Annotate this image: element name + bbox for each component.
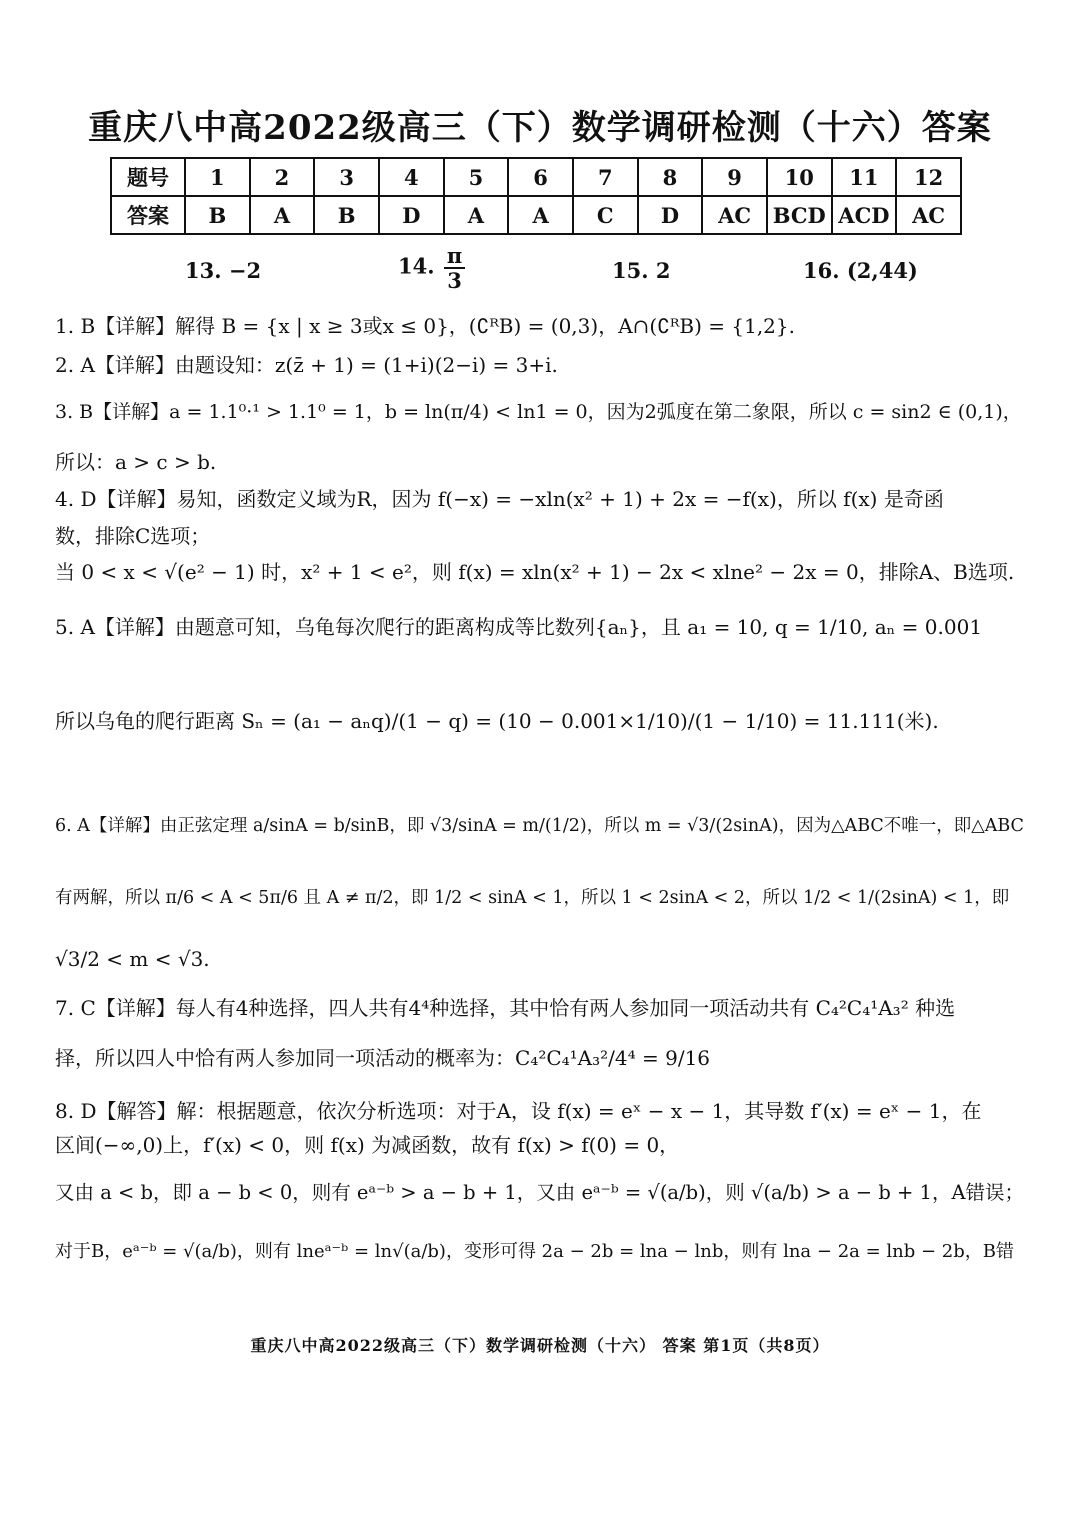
number-cell: 7: [573, 158, 638, 196]
solution-6-line-2: 有两解，所以 π/6 < A < 5π/6 且 A ≠ π/2，即 1/2 < sinA < 1，所以 1 < 2sinA < 2，所以 1/2 < 1/(2sinA) < 1，即: [55, 888, 1010, 908]
solution-3-line-2: 所以：a > c > b.: [55, 450, 217, 474]
solution-5-line-1: 5. A【详解】由题意可知，乌龟每次爬行的距离构成等比数列{aₙ}，且 a₁ = 10, q = 1/10, aₙ = 0.001: [55, 615, 983, 639]
number-cell: 3: [314, 158, 379, 196]
solution-2: 2. A【详解】由题设知：z(z̄ + 1) = (1+i)(2−i) = 3+i.: [55, 353, 558, 377]
fill-answer-16: 16. (2,44): [803, 258, 918, 283]
answer-cell: A: [444, 196, 509, 234]
number-cell: 2: [250, 158, 315, 196]
solution-8-line-4: 对于B，eᵃ⁻ᵇ = √(a/b)，则有 lneᵃ⁻ᵇ = ln√(a/b)，变形可得 2a − 2b = lna − lnb，则有 lna − 2a = lnb − 2b，B错: [55, 1241, 1014, 1262]
answer-cell: A: [250, 196, 315, 234]
fill-answer-13: 13. −2: [185, 258, 262, 283]
solution-7-line-1: 7. C【详解】每人有4种选择，四人共有4⁴种选择，其中恰有两人参加同一项活动共有 C₄²C₄¹A₃² 种选: [55, 996, 956, 1020]
answer-cell: ACD: [832, 196, 897, 234]
table-row-answers: [111, 196, 961, 234]
answer-cell: A: [508, 196, 573, 234]
fill-answer-15: 15. 2: [612, 258, 671, 283]
answer-table: [110, 157, 962, 235]
solution-4-line-2: 数，排除C选项；: [55, 524, 211, 548]
solution-1: 1. B【详解】解得 B = {x | x ≥ 3或x ≤ 0}，(∁ᴿB) = (0,3)，A∩(∁ᴿB) = {1,2}.: [55, 314, 795, 338]
solution-3-line-1: 3. B【详解】a = 1.1⁰·¹ > 1.1⁰ = 1，b = ln(π/4) < ln1 = 0，因为2弧度在第二象限，所以 c = sin2 ∈ (0,1)，: [55, 401, 1022, 423]
page-footer: 重庆八中高2022级高三（下）数学调研检测（十六） 答案 第1页（共8页）: [250, 1336, 830, 1355]
number-cell: 1: [185, 158, 250, 196]
answer-cell: AC: [896, 196, 961, 234]
number-cell: 9: [702, 158, 767, 196]
page-title: 重庆八中高2022级高三（下）数学调研检测（十六）答案: [88, 108, 992, 148]
solution-5-line-2: 所以乌龟的爬行距离 Sₙ = (a₁ − aₙq)/(1 − q) = (10 − 0.001×1/10)/(1 − 1/10) = 11.111(米).: [55, 709, 939, 733]
answer-cell: D: [638, 196, 703, 234]
fraction-numerator: π: [444, 244, 465, 269]
header-cell: 题号: [111, 158, 185, 196]
solution-8-line-1: 8. D【解答】解：根据题意，依次分析选项：对于A，设 f(x) = eˣ − x − 1，其导数 f′(x) = eˣ − 1，在: [55, 1099, 982, 1123]
number-cell: 6: [508, 158, 573, 196]
answer-cell: D: [379, 196, 444, 234]
fraction: [444, 244, 465, 292]
solution-8-line-2: 区间(−∞,0)上，f′(x) < 0，则 f(x) 为减函数，故有 f(x) > f(0) = 0，: [55, 1133, 680, 1157]
answer-cell: B: [185, 196, 250, 234]
number-cell: 5: [444, 158, 509, 196]
number-cell: 12: [896, 158, 961, 196]
solution-7-line-2: 择，所以四人中恰有两人参加同一项活动的概率为：C₄²C₄¹A₃²/4⁴ = 9/16: [55, 1046, 711, 1070]
table-row-numbers: [111, 158, 961, 196]
number-cell: 4: [379, 158, 444, 196]
answer-cell: AC: [702, 196, 767, 234]
solution-6-line-1: 6. A【详解】由正弦定理 a/sinA = b/sinB，即 √3/sinA = m/(1/2)，所以 m = √3/(2sinA)，因为△ABC不唯一，即△ABC: [55, 816, 1024, 836]
header-cell: 答案: [111, 196, 185, 234]
fraction-denominator: 3: [447, 268, 462, 294]
answer-cell: C: [573, 196, 638, 234]
solution-6-line-3: √3/2 < m < √3.: [55, 947, 210, 971]
number-cell: 10: [767, 158, 832, 196]
number-cell: 11: [832, 158, 897, 196]
number-cell: 8: [638, 158, 703, 196]
solution-4-line-3: 当 0 < x < √(e² − 1) 时，x² + 1 < e²，则 f(x) = xln(x² + 1) − 2x < xlne² − 2x = 0，排除A、B选项.: [55, 560, 1015, 584]
fill-answer-14-label: 14.: [398, 253, 435, 279]
solution-8-line-3: 又由 a < b，即 a − b < 0，则有 eᵃ⁻ᵇ > a − b + 1，又由 eᵃ⁻ᵇ = √(a/b)，则 √(a/b) > a − b + 1，A错误；: [55, 1181, 1025, 1204]
answer-cell: B: [314, 196, 379, 234]
fill-answer-14: [398, 244, 467, 292]
solution-4-line-1: 4. D【详解】易知，函数定义域为R，因为 f(−x) = −xln(x² + 1) + 2x = −f(x)，所以 f(x) 是奇函: [55, 487, 944, 511]
answer-cell: BCD: [767, 196, 832, 234]
